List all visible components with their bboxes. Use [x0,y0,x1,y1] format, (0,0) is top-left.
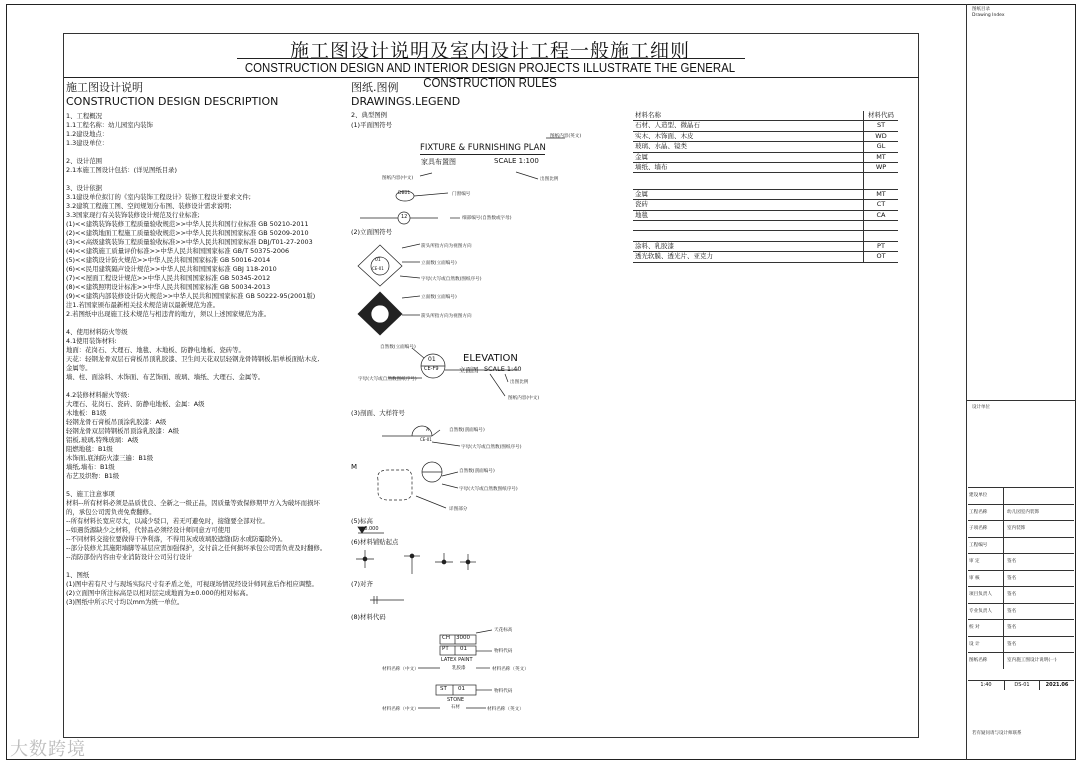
detail-note-2: 字母(大写或自然数图纸序号) [459,487,518,492]
description-line: 材料--所有材料必须是品质优良、全新之一级正品，因质量等致保修期甲方入为破坏而损坏 [66,499,320,507]
door-note: 门窗编号 [452,192,471,197]
detail-m-label: M [351,463,358,471]
tb-value: 签名 [1007,592,1017,597]
material-code-table [633,111,898,263]
legend-level: (5)标高 [351,517,373,525]
tb-scale: 1:40 [968,681,1005,690]
tb-value: 签名 [1007,625,1017,630]
description-line [66,562,346,571]
material-code: CT [864,200,899,210]
description-line: (2)<<建筑地面工程施工质量验收规范>>中华人民共和国国家标准 GB 50209-2010 [66,229,309,237]
description-line: 3.1建设单位拟订的《室内装饰工程设计》装修工程设计要求文件; [66,193,251,201]
elevation-code-bot: CE-F9 [424,366,439,372]
material-code: 材料代码 [864,111,899,121]
material-name: 瓷砖 [633,200,864,210]
mc-mid-en: LATEX PAINT [441,657,473,663]
description-line: 木饰面,底油防火漆三遍：B1级 [66,454,154,462]
elev-note-5: 箭头所指方向为视图方向 [421,314,472,319]
watermark: 大数跨境 [10,739,86,760]
mc2-num: 01 [460,646,467,652]
plan-title-sample: FIXTURE & FURNISHING PLAN [420,143,546,153]
elev-note-1: 箭头所指方向为视图方向 [421,244,472,249]
material-code: GL [864,142,899,152]
description-line: 4、使用材料防火等级 [66,328,128,336]
tb-row [968,636,1074,653]
tb-label: 设 计 [968,637,1004,653]
legend-material-start: (6)材料铺贴起点 [351,538,399,546]
material-code [864,179,899,189]
material-name: 墙纸、墙布 [633,163,864,173]
plan-title-zh: 家具布置图 [421,158,456,166]
elev-code-top: 01 [375,258,381,263]
tb-value: 签名 [1007,608,1017,614]
material-row [633,131,898,141]
device-code: 12 [401,214,408,220]
drawings-legend [351,81,621,109]
tb-footer [968,680,1074,690]
section-code-bot: CE-01 [420,437,432,442]
tb-row [968,603,1074,620]
tb-divider [966,400,1076,401]
elevation-label-3: 出图比例 [510,380,529,385]
mc3-left: 材料名称（中文） [382,707,419,712]
tb-value [1004,488,1074,504]
material-code: MT [864,152,899,162]
tb-row [968,487,1074,504]
material-code: MT [864,189,899,199]
material-row [633,200,898,210]
description-line: (1)图中若有尺寸与现场实际尺寸有矛盾之处，可视现场情况经设计师同意后作相应调整。 [66,580,318,588]
tb-row [968,619,1074,636]
description-line: 2、设计范围 [66,157,103,165]
material-name [633,231,864,241]
description-line [66,481,346,490]
material-row [633,210,898,220]
description-line: 金属等。 [66,364,92,372]
page-title-zh: 施工图设计说明及室内设计工程一般施工细则 [289,40,690,62]
mc-left: 材料名称（中文） [382,667,419,672]
description-line: 5、施工注意事项 [66,490,115,498]
description-line: 天花：轻钢龙骨双层石膏板吊顶乳胶漆、卫生间天花双层轻钢龙骨铸钢板,铝单板面贴木皮, [66,355,320,363]
elevation-label-4: 图纸内容(中文) [508,396,540,401]
elev-note-3: 字母(大写或自然数)图纸序号) [421,277,482,282]
legend-elevation-symbols: (2)立面图符号 [351,228,393,236]
material-name [633,179,864,189]
elevation-label-2: 字母(大写或自然数图纸序号) [358,377,417,382]
material-row [633,111,898,121]
material-code: WD [864,131,899,141]
tb-label: 子项名称 [968,521,1004,537]
description-line: 1.1工程名称：幼儿园室内装饰 [66,121,153,129]
description-line: 布艺及织物：B1级 [66,472,120,480]
description-line: 1.2建设地点： [66,130,109,138]
mc3-mid-zh: 石材 [451,705,460,710]
mc2-code: PT [442,646,449,652]
legend-plan-symbols: (1)平面图符号 [351,121,393,129]
description-line: --部分装修尤其施阳墙脚等基层应需加强保护，交付前之任何损坏承包公司需负责及时翻修。 [66,544,327,552]
description-line: (9)<<建筑内部装修设计防火规范>>中华人民共和国国家标准 GB 50222-95(2001版) [66,292,316,300]
description-line: 地面：花岗石、大理石、地毯、木地板、防静电地板、瓷砖等。 [66,346,245,354]
detail-note-3: 详图部分 [449,507,468,512]
tb-row [968,570,1074,587]
material-code: PT [864,241,899,251]
tb-mid-note: 设计单位 [972,405,990,410]
material-name: 金属 [633,189,864,199]
description-line: 1.3建设单位： [66,139,109,147]
description-line: 木地板：B1级 [66,409,107,417]
material-name: 金属 [633,152,864,162]
elevation-title: ELEVATION [463,353,518,364]
description-line: --不同材料交接位要做得干净利落，不得用灰或玻璃胶遮缝(防水或防霉除外)。 [66,535,287,543]
material-name: 透光软膜、透光片、亚克力 [633,252,864,262]
description-line: 的，承包公司需负责免费翻修。 [66,508,156,516]
tb-sheet: DS-01 [1005,681,1040,690]
material-name [633,221,864,231]
description-line [66,148,346,157]
material-row [633,221,898,231]
description-line: 2.若图纸中出现施工技术规范与相违背的地方，须以上述国家规范为准。 [66,310,271,318]
material-name: 材料名称 [633,111,864,121]
tb-value: 签名 [1007,559,1017,564]
description-line: 墙纸,墙布：B1级 [66,463,115,471]
legend-heading-en: DRAWINGS.LEGEND [351,95,461,108]
material-row [633,142,898,152]
mc3-num: 01 [458,686,465,692]
tb-label: 图纸名称 [968,653,1004,669]
tb-date: 2021.06 [1045,682,1069,688]
tb-label: 审 定 [968,554,1004,570]
tb-row [968,520,1074,537]
description-line: (5)<<建筑设计防火规范>>中华人民共和国国家标准 GB 50016-2014 [66,256,271,264]
material-row [633,152,898,162]
elevation-code-top: 01 [428,356,436,363]
description-line: 4.1使用装饰材料: [66,337,117,345]
description-line [66,319,346,328]
tb-label: 建设单位 [968,488,1004,504]
description-line: --如遇货源缺少之材料，代替品必须经设计师同意方可使用 [66,526,231,534]
tb-label: 校 对 [968,620,1004,636]
tb-value: 幼儿园室内装饰 [1007,509,1040,515]
tb-label: 工程编号 [968,538,1004,554]
material-code [864,231,899,241]
material-row [633,189,898,199]
section-code-top: A [426,428,430,433]
material-name: 石材、人造型、微晶石 [633,121,864,131]
plan-note-en: 图纸内容(英文) [550,134,582,139]
description-line: 3.2建筑工程施工图、空间规划分布图、装修设计需求说明; [66,202,232,210]
mc-right-en: 材料名称（英文） [492,667,529,672]
material-name: 涂料、乳胶漆 [633,241,864,251]
mc1-code: CH [442,635,450,641]
description-line: 注1.若国家颁布最新相关技术规范请以最新规范为准。 [66,301,220,309]
mc3-right-en: 材料名称（英文） [487,707,524,712]
mc3-code: ST [440,686,447,692]
elev-code-bot: CE-01 [372,266,384,271]
mc2-right: 物料代码 [494,649,513,654]
tb-value: 签名 [1007,575,1017,581]
section-note-2: 字母(大写或自然数)图纸序号) [461,445,522,450]
legend-material-code: (8)材料代码 [351,613,386,621]
tb-row [968,586,1074,603]
description-line: (6)<<民用建筑隔声设计规范>>中华人民共和国国家标准 GBJ 118-2010 [66,265,277,273]
elev-note-4: 立面数(立面编号) [421,295,457,300]
description-line: --所有材料长宽应尽大，以减少驳口，若无可避免时，接缝要全部对位。 [66,517,269,525]
description-line: (3)图纸中所示尺寸均以mm为统一单位。 [66,598,184,606]
legend-heading-zh: 图纸.图例 [351,81,399,94]
mc3-mid-en: STONE [447,697,465,703]
material-row [633,121,898,131]
material-row [633,241,898,251]
tb-label: 工程名称 [968,505,1004,521]
material-row [633,252,898,262]
material-code: CA [864,210,899,220]
description-line: 4.2装修材料耐火等级: [66,391,130,399]
tb-value: 室内施工图设计说明(一) [1007,658,1057,663]
door-code: DB01 [398,191,411,196]
material-row [633,163,898,173]
description-line: 1、图纸 [66,571,90,579]
description-line: (3)<<高级建筑装饰工程质量验收标准>>中华人民共和国国家标准 DBJ/T01-27-2003 [66,238,313,246]
material-code: OT [864,252,899,262]
material-code: ST [864,121,899,131]
description-line: 1、工程概况 [66,112,103,120]
description-line: (4)<<建筑施工质量评价标准>>中华人民共和国国家标准 GB/T 50375-2006 [66,247,290,255]
legend-align: (7)对齐 [351,580,373,588]
tb-top-note-1: 图纸目录 [972,7,990,12]
tb-bottom-note: 若有疑问请与设计师联系 [972,731,1022,736]
tb-rows [968,487,1074,669]
material-name: 玻璃、水晶、镜类 [633,142,864,152]
title-underline [237,58,745,59]
level-value: ±0.000 [360,526,379,532]
description-lines [66,112,346,607]
mc1-num: 3000 [456,635,470,641]
elevation-label-1: 自然数(立面编号) [380,345,416,350]
title-divider [64,77,919,78]
section-heading-en: CONSTRUCTION DESIGN DESCRIPTION [66,95,279,108]
description-line: (1)<<建筑装饰装修工程质量验收规范>>中华人民共和国行业标准 GB 50210-2011 [66,220,309,228]
description-line: 阻燃地毯：B1级 [66,445,113,453]
description-line: --消防部份内容由专业消防设计公司另行设计 [66,553,193,561]
legend-section-2: 2、典型图例 [351,111,388,119]
description-line: (8)<<建筑照明设计标准>>中华人民共和国国家标准 GB 50034-2013 [66,283,271,291]
plan-scale: SCALE 1:100 [494,157,539,165]
construction-description [66,81,346,607]
legend-section-symbols: (3)剖面、大样符号 [351,409,405,417]
elevation-title-zh: 立面图 [459,366,479,374]
description-line: 大理石、花岗石、瓷砖、防静电地板、金属：A级 [66,400,205,408]
material-code [864,221,899,231]
description-line: 墙、柱、面涂料、木饰面、布艺饰面、玻璃、墙纸、大理石、金属等。 [66,373,265,381]
tb-top-note-2: Drawing Index [972,13,1005,18]
tb-label: 项目负责人 [968,587,1004,603]
material-row [633,231,898,241]
mc1-right: 天花标高 [494,628,513,633]
description-line [66,382,346,391]
tb-value [1004,538,1074,554]
tb-label: 专业负责人 [968,604,1004,620]
description-line: 铝板,玻璃,特殊玻璃：A级 [66,436,139,444]
section-note-1: 自然数(剖面编号) [449,428,485,433]
description-line: 轻钢龙骨双层铸钢板吊顶涂乳胶漆：A级 [66,427,180,435]
material-name: 实木、木饰面、木皮 [633,131,864,141]
elevation-scale: SCALE 1:40 [484,365,522,373]
tb-row [968,553,1074,570]
tb-row [968,537,1074,554]
material-row [633,179,898,189]
description-line: 3、设计依据 [66,184,103,192]
tb-row [968,504,1074,521]
plan-note-scale: 出图比例 [540,177,559,182]
description-line: 轻钢龙骨石膏板吊顶涂乳胶漆：A级 [66,418,167,426]
description-line: 2.1本施工图设计包括：(详见图纸目录) [66,166,178,174]
tb-label: 审 核 [968,571,1004,587]
detail-note-1: 自然数(剖面编号) [459,469,495,474]
device-note: 细部编号(自然数或字母) [462,216,512,221]
tb-value: 签名 [1007,641,1017,647]
description-line: (7)<<屋面工程设计规范>>中华人民共和国国家标准 GB 50345-2012 [66,274,271,282]
tb-value: 室内装饰 [1007,526,1026,531]
description-line: (2)立面图中所注标高是以相对层完成地面为±0.000的相对标高。 [66,589,253,597]
plan-note-zh: 图纸内容(中文) [382,176,414,181]
description-line: 3.3国家现行有关装饰装修设计规范及行业标准; [66,211,200,219]
mc3-right: 物料代码 [494,689,513,694]
mc-mid-zh: 乳胶漆 [452,666,466,671]
section-heading-zh: 施工图设计说明 [66,81,143,94]
description-line [66,175,346,184]
tb-row [968,652,1074,669]
material-code: WP [864,163,899,173]
page-title-en: CONSTRUCTION DESIGN AND INTERIOR DESIGN PROJECTS ILLUSTRATE THE GENERAL CONSTRUCTION RULES [244,60,736,90]
elev-note-2: 立面数(立面编号) [421,261,457,266]
material-name: 地毯 [633,210,864,220]
